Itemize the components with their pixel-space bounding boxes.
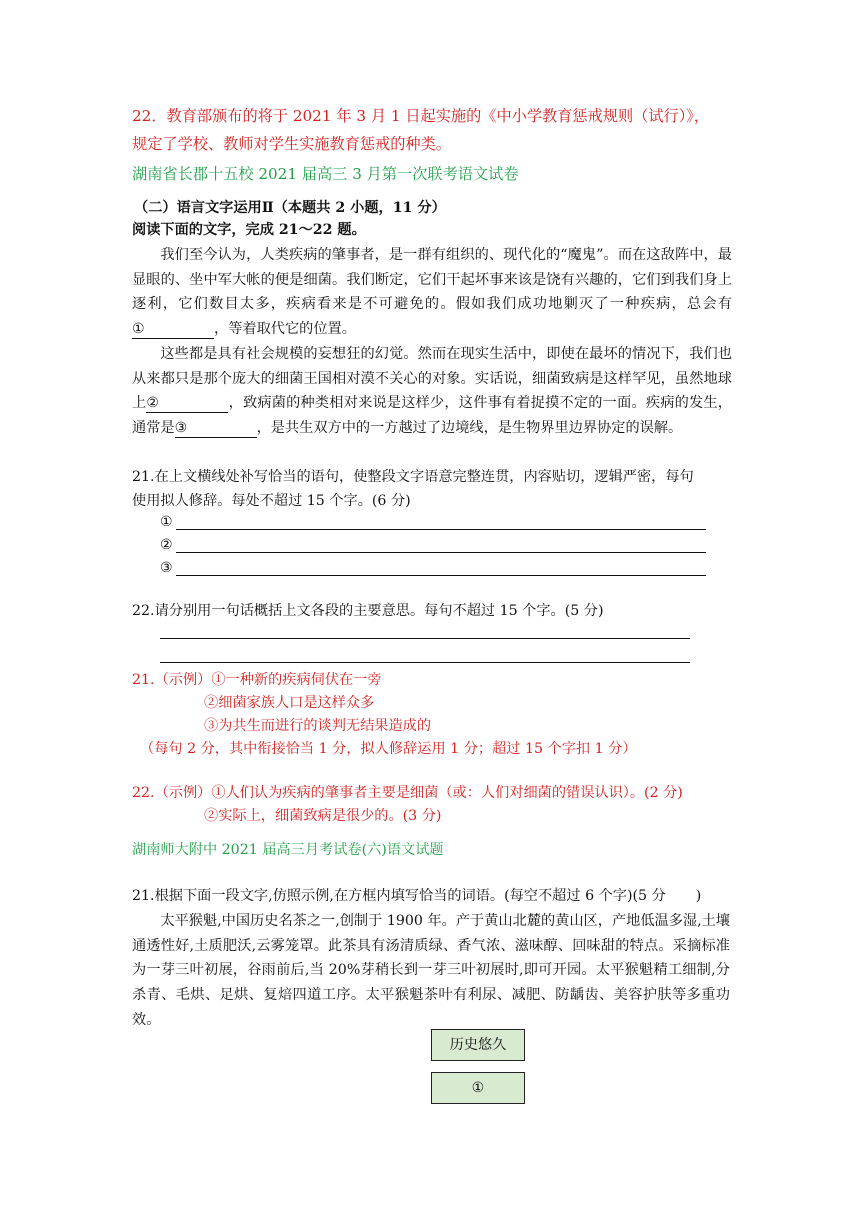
passage-paragraph-1 xyxy=(132,243,732,342)
answer-label-3: ③ xyxy=(160,560,173,576)
source-title-2: 湖南师大附中 2021 届高三月考试卷(六)语文试题 xyxy=(132,842,444,858)
answer21-line3: ③为共生而进行的谈判无结果造成的 xyxy=(204,718,432,734)
answer-label-1: ① xyxy=(160,514,173,530)
passage-text: ，等着取代它的位置。 xyxy=(214,321,356,338)
answer-line-1[interactable] xyxy=(160,511,706,533)
box-blank-1[interactable]: ① xyxy=(431,1072,525,1104)
q21b-line1 xyxy=(132,884,701,909)
q22-note-line1: 22．教育部颁布的将于 2021 年 3 月 1 日起实施的《中小学教育惩戒规则（试行）》， xyxy=(132,107,710,125)
answer-rule-2[interactable] xyxy=(160,662,690,663)
answer22-line2: ②实际上，细菌致病是很少的。(3 分) xyxy=(204,808,442,824)
blank-1: ① xyxy=(132,320,214,339)
answer-label-2: ② xyxy=(160,537,173,553)
blank-3: ③ xyxy=(175,419,257,438)
passage xyxy=(132,243,732,441)
passage-text: ，致病菌的种类相对来说是这样少，这件事有着捉摸不定的一面。疾病的发生，通常是 xyxy=(132,395,732,436)
blank-2: ② xyxy=(146,394,228,413)
q22-note-line2: 规定了学校、教师对学生实施教育惩戒的种类。 xyxy=(132,135,451,153)
tea-passage xyxy=(132,909,730,1033)
tea-passage-text: 太平猴魁,中国历史名茶之一,创制于 1900 年。产于黄山北麓的黄山区，产地低温多湿,土壤通透性好,土质肥沃,云雾笼罩。此茶具有汤清质绿、香气浓、滋味醇、回味甜的特点。采摘标准为一芽三叶初展，谷雨前后,当 20%芽稍长到一芽三叶初展时,即可开园。太平猴魁精工细制,分杀青、毛烘、足烘、复焙四道工序。太平猴魁茶叶有利尿、减肥、防龋齿、美容护肤等多重功效。 xyxy=(132,913,730,1028)
box-history: 历史悠久 xyxy=(431,1029,525,1061)
answer-line-2[interactable] xyxy=(160,534,706,556)
q22-text: 22.请分别用一句话概括上文各段的主要意思。每句不超过 15 个字。(5 分) xyxy=(132,603,604,619)
passage-text: 这些都是具有社会规模的妄想狂的幻觉。然而在现实生活中，即使在最坏的情况下，我们也从来都只是那个庞大的细菌王国相对漠不关心的对象。实话说，细菌致病是这样罕见，虽然地球上 xyxy=(132,345,732,412)
q21-line2: 使用拟人修辞。每处不超过 15 个字。(6 分) xyxy=(132,493,411,509)
passage-text: ，是共生双方中的一方越过了边境线，是生物界里边界协定的误解。 xyxy=(256,419,683,436)
q21b-text: 21.根据下面一段文字,仿照示例,在方框内填写恰当的词语。(每空不超过 6 个字)(5 分 xyxy=(132,888,666,904)
answer-rule-1[interactable] xyxy=(160,638,690,639)
section-title: （二）语言文字运用Ⅱ（本题共 2 小题，11 分） xyxy=(134,200,446,216)
answer21-note: （每句 2 分，其中衔接恰当 1 分，拟人修辞运用 1 分；超过 15 个字扣 1 分） xyxy=(140,741,637,757)
answer22-line1: 22.（示例）①人们认为疾病的肇事者主要是细菌（或：人们对细菌的错误认识）。(2 分) xyxy=(132,785,683,801)
passage-text: 我们至今认为，人类疾病的肇事者，是一群有组织的、现代化的“魔鬼”。而在这敌阵中，最显眼的、坐中军大帐的便是细菌。我们断定，它们干起坏事来该是饶有兴趣的，它们到我们身上逐利，它们数目太多，疾病看来是不可避免的。假如我们成功地剿灭了一种疾病，总会有 xyxy=(132,247,732,313)
q21b-paren: ) xyxy=(695,888,702,904)
answer21-line1: 21.（示例）①一种新的疾病伺伏在一旁 xyxy=(132,672,382,688)
q21-line1: 21.在上文横线处补写恰当的语句，使整段文字语意完整连贯，内容贴切，逻辑严密，每句 xyxy=(132,469,694,485)
passage-paragraph-2 xyxy=(132,342,732,441)
instruction: 阅读下面的文字，完成 21～22 题。 xyxy=(132,222,366,238)
answer21-line2: ②细菌家族人口是这样众多 xyxy=(204,695,375,711)
source-title-1: 湖南省长郡十五校 2021 届高三 3 月第一次联考语文试卷 xyxy=(132,165,519,183)
answer-line-3[interactable] xyxy=(160,557,706,579)
